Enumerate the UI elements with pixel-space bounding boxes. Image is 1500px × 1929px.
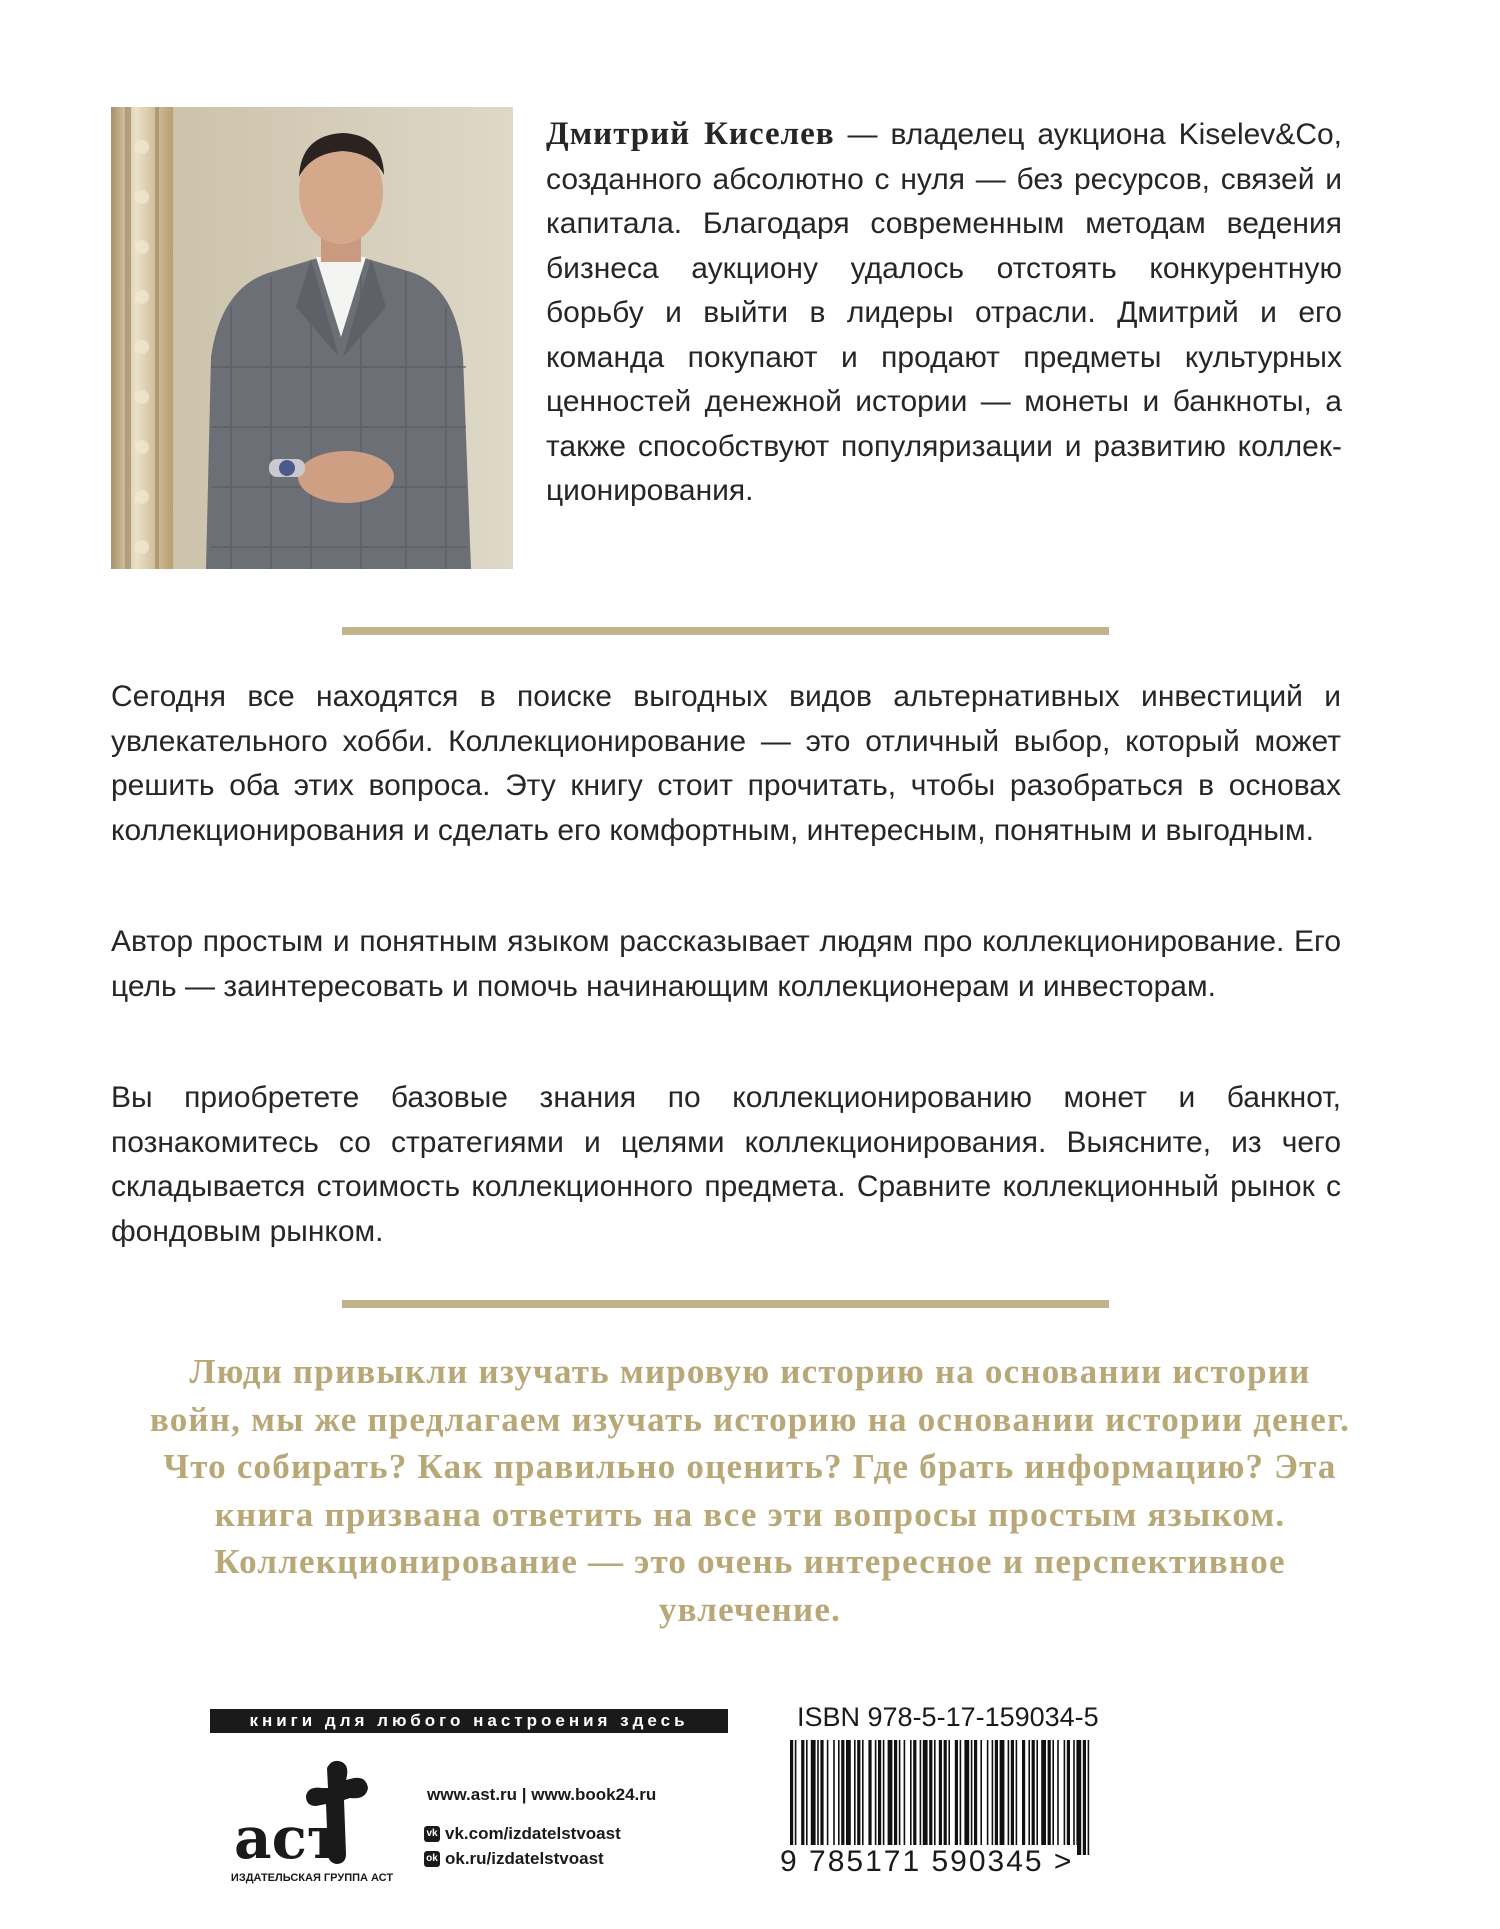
- barcode-bar: [878, 1740, 881, 1855]
- vk-link[interactable]: [424, 1824, 621, 1844]
- author-name: Дмитрий Киселев: [546, 116, 835, 152]
- publisher-caption: ИЗДАТЕЛЬСКАЯ ГРУППА АСТ: [230, 1872, 394, 1884]
- ast-logo-icon: [232, 1758, 392, 1870]
- barcode-bar: [960, 1740, 962, 1855]
- barcode-bar: [1083, 1740, 1086, 1855]
- barcode-bar: [875, 1740, 877, 1855]
- barcode-bar: [971, 1740, 973, 1855]
- isbn-label: ISBN 978-5-17-159034-5: [797, 1702, 1099, 1732]
- author-portrait-image: [111, 107, 513, 569]
- barcode-bar: [964, 1740, 969, 1855]
- barcode-bar: [846, 1740, 851, 1855]
- vk-link-text: vk.com/izdatelstvoast: [445, 1824, 621, 1843]
- barcode-bar: [1036, 1740, 1038, 1855]
- publisher-sites[interactable]: www.ast.ru | www.book24.ru: [427, 1785, 657, 1804]
- description-paragraph: Сегодня все находятся в поиске выгодных видов альтернативных инвестиций и увлекательного хобби. Коллекционирование — это отличный выбор, который может решить оба этих вопроса. Эту книгу стоит прочитать, чтобы разобраться в основах коллекционирования и сделать его комфортным, интересным, понятным и выгодным.: [111, 680, 1341, 847]
- barcode-bar: [1076, 1740, 1081, 1855]
- barcode-bar: [939, 1740, 942, 1855]
- barcode-bar: [899, 1740, 901, 1855]
- barcode-bar: [833, 1740, 835, 1855]
- barcode-bar: [1088, 1740, 1090, 1855]
- author-photo: [111, 107, 513, 569]
- barcode-bar: [1016, 1740, 1018, 1855]
- barcode-bar: [995, 1740, 998, 1855]
- barcode-bar: [910, 1740, 912, 1855]
- barcode-digits: 9 785171 590345 >: [776, 1845, 1077, 1879]
- barcode-bar: [790, 1740, 793, 1855]
- ok-link-text: ok.ru/izdatelstvoast: [445, 1849, 604, 1868]
- barcode-bar: [944, 1740, 947, 1855]
- barcode-bar: [1000, 1740, 1005, 1855]
- barcode-bar: [992, 1740, 994, 1855]
- barcode-bar: [820, 1740, 823, 1855]
- barcode-bar: [1028, 1740, 1030, 1855]
- promo-quote: Люди привыкли изучать мировую историю на основании истории войн, мы же предлагаем изучать историю на основании истории денег. Что собирать? Как правильно оценить? Где брать информацию? Эта книга призвана ответить на все эти вопросы простым языком. Коллекционирование — это очень интересное и перспективное увлечение.: [149, 1352, 1351, 1629]
- author-bio-text: — владелец аукциона Kiselev&Co, созданного абсолютно с нуля — без ресурсов, связей и капитала. Благодаря современным методам ведения бизнеса аукциону удалось отстоять конкурентную борьбу и выйти в лидеры отрасли. Дмитрий и его команда покупают и продают предметы культурных ценностей денежной истории — монеты и банкноты, а также способствуют популяризации и развитию коллекционирования.: [546, 118, 1343, 507]
- barcode-bar: [817, 1740, 819, 1855]
- barcode-bar: [1008, 1740, 1010, 1855]
- gold-divider: [342, 627, 1109, 635]
- barcode-bar: [838, 1740, 840, 1855]
- barcode-bar: [1067, 1740, 1070, 1855]
- barcode-bar: [923, 1740, 928, 1855]
- barcode-bar: [974, 1740, 977, 1855]
- barcode-bar: [955, 1740, 958, 1855]
- barcode-bar: [929, 1740, 932, 1855]
- barcode-bar: [1064, 1740, 1066, 1855]
- barcode-bar: [1073, 1740, 1075, 1855]
- barcode-bar: [827, 1740, 829, 1855]
- vk-icon: vk: [424, 1826, 440, 1842]
- barcode-bar: [1022, 1740, 1025, 1855]
- barcode-bar: [883, 1740, 885, 1855]
- barcode-bar: [980, 1740, 982, 1855]
- ok-link[interactable]: [424, 1849, 604, 1869]
- barcode-bar: [948, 1740, 950, 1855]
- barcode-bar: [888, 1740, 893, 1855]
- author-bio: [546, 112, 1342, 514]
- description-paragraph: Вы приобретете базовые знания по коллекционированию монет и банкнот, познакомитесь со стратегиями и целями коллекционирования. Выясните, из чего складывается стоимость коллекционного предмета. Сравните коллекционный рынок с фондовым рынком.: [111, 1081, 1341, 1248]
- barcode-bar: [987, 1740, 989, 1855]
- barcode-bar: [801, 1740, 804, 1855]
- gold-divider: [342, 1300, 1109, 1308]
- description-paragraph: Автор простым и понятным языком рассказывает людям про коллекционирование. Его цель — заинтересовать и помочь начинающим коллекционерам и инвесторам.: [111, 925, 1341, 1003]
- barcode-bar: [904, 1740, 906, 1855]
- barcode-bar: [806, 1740, 808, 1855]
- barcode-bar: [854, 1740, 856, 1855]
- barcode-bar: [1052, 1740, 1054, 1855]
- barcode-bar: [868, 1740, 871, 1855]
- barcode-bar: [920, 1740, 922, 1855]
- odnoklassniki-icon: ok: [424, 1851, 440, 1867]
- barcode-bar: [1057, 1740, 1059, 1855]
- barcode-bar: [1041, 1740, 1046, 1855]
- barcode-bar: [795, 1740, 797, 1855]
- barcode-bar: [1011, 1740, 1014, 1855]
- barcode-bar: [841, 1740, 844, 1855]
- barcode-bar: [1032, 1740, 1035, 1855]
- publisher-tagline: книги для любого настроения здесь: [210, 1709, 728, 1733]
- barcode-bar: [894, 1740, 897, 1855]
- ast-logo-text: аст: [234, 1804, 343, 1870]
- barcode-bar: [934, 1740, 936, 1855]
- barcode-bar: [857, 1740, 860, 1855]
- barcode-bar: [862, 1740, 864, 1855]
- barcode-bar: [811, 1740, 816, 1855]
- barcode-icon: [790, 1740, 1090, 1855]
- barcode-bar: [1048, 1740, 1051, 1855]
- barcode-bar: [913, 1740, 916, 1855]
